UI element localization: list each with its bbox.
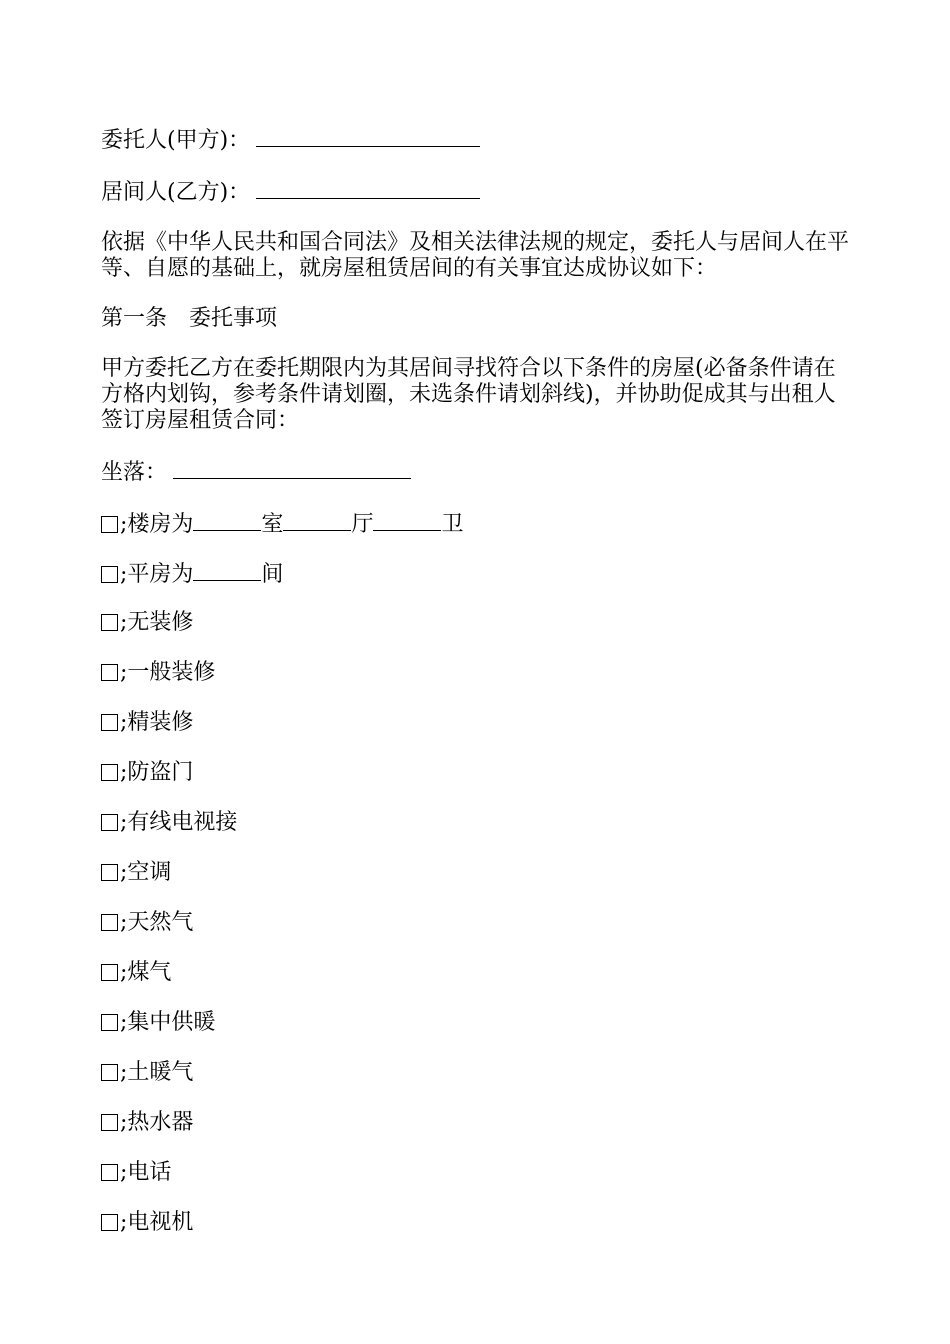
- hall-count-blank[interactable]: [283, 510, 351, 531]
- article-1-heading: 第一条 委托事项: [101, 306, 278, 331]
- checkbox-icon[interactable]: [101, 1214, 118, 1231]
- option-item: [101, 1210, 851, 1236]
- broker-label: 居间人(乙方)：: [101, 180, 251, 205]
- option-item: [101, 760, 851, 786]
- option-item: [101, 1060, 851, 1086]
- checkbox-icon[interactable]: [101, 864, 118, 881]
- checkbox-icon[interactable]: [101, 1164, 118, 1181]
- option-label: ;一般装修: [120, 660, 216, 685]
- article-1-body: 甲方委托乙方在委托期限内为其居间寻找符合以下条件的房屋(必备条件请在方格内划钩，参考条件请划圈，未选条件请划斜线)，并协助促成其与出租人签订房屋租赁合同：: [101, 356, 836, 433]
- checkbox-icon[interactable]: [101, 614, 118, 631]
- option-label: ;有线电视接: [120, 810, 238, 835]
- client-name-blank[interactable]: [256, 126, 480, 147]
- option-item: [101, 960, 851, 986]
- option-item: [101, 1110, 851, 1136]
- option-bungalow: ;平房为 间: [101, 560, 851, 586]
- option-label: ;防盗门: [120, 760, 194, 785]
- contract-page: [101, 118, 851, 1260]
- option-building: ;楼房为 室 厅 卫: [101, 510, 851, 536]
- option-label: ;天然气: [120, 910, 194, 935]
- checkbox-icon[interactable]: [101, 1114, 118, 1131]
- broker-line: [101, 178, 851, 206]
- option-item: [101, 660, 851, 686]
- checkbox-icon[interactable]: [101, 964, 118, 981]
- checkbox-icon[interactable]: [101, 516, 118, 533]
- option-label: ;热水器: [120, 1110, 194, 1135]
- option-label: ;煤气: [120, 960, 172, 985]
- option-label: ;集中供暖: [120, 1010, 216, 1035]
- option-label: ;无装修: [120, 610, 194, 635]
- option-item: [101, 710, 851, 736]
- checkbox-icon[interactable]: [101, 664, 118, 681]
- client-label: 委托人(甲方)：: [101, 128, 251, 153]
- option-item: [101, 1010, 851, 1036]
- checkbox-icon[interactable]: [101, 814, 118, 831]
- option-label: ;空调: [120, 860, 172, 885]
- option-item: [101, 810, 851, 836]
- checkbox-icon[interactable]: [101, 1064, 118, 1081]
- option-label: ;精装修: [120, 710, 194, 735]
- location-blank[interactable]: [173, 458, 411, 479]
- broker-name-blank[interactable]: [256, 178, 480, 199]
- option-item: [101, 610, 851, 636]
- checkbox-icon[interactable]: [101, 714, 118, 731]
- checkbox-icon[interactable]: [101, 1014, 118, 1031]
- room-count-blank[interactable]: [193, 510, 261, 531]
- option-label: ;土暖气: [120, 1060, 194, 1085]
- option-label: ;电话: [120, 1160, 172, 1185]
- option-item: [101, 860, 851, 886]
- location-line: [101, 458, 851, 486]
- bath-count-blank[interactable]: [373, 510, 441, 531]
- option-item: [101, 1160, 851, 1186]
- intro-paragraph: 依据《中华人民共和国合同法》及相关法律法规的规定，委托人与居间人在平等、自愿的基础上，就房屋租赁居间的有关事宜达成协议如下：: [101, 230, 850, 281]
- checkbox-icon[interactable]: [101, 566, 118, 583]
- client-line: [101, 126, 851, 154]
- location-label: 坐落：: [101, 460, 168, 485]
- option-label: ;电视机: [120, 1210, 194, 1235]
- checkbox-icon[interactable]: [101, 914, 118, 931]
- room-count-blank[interactable]: [193, 560, 261, 581]
- option-item: [101, 910, 851, 936]
- checkbox-icon[interactable]: [101, 764, 118, 781]
